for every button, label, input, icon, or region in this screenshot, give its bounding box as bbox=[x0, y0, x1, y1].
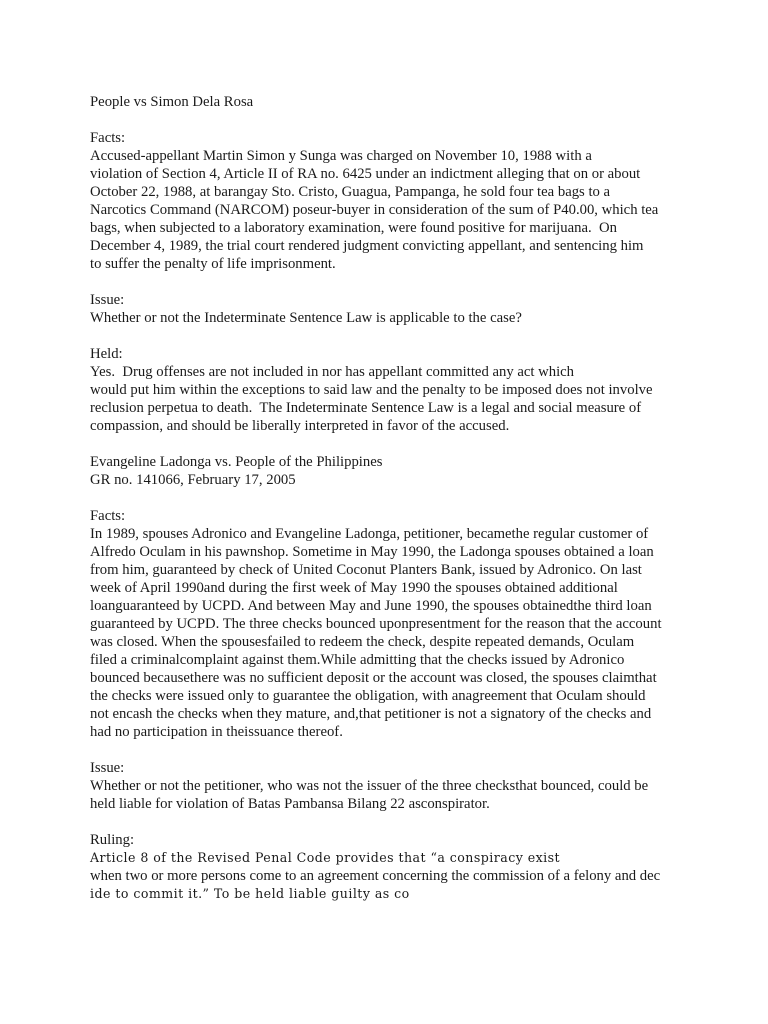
facts-line: from him, guaranteed by check of United Coconut Planters Bank, issued by Adronico. On last bbox=[90, 562, 642, 578]
facts-line: not encash the checks when they mature, and,that petitioner is not a signatory of the checks and bbox=[90, 706, 652, 722]
issue-line: held liable for violation of Batas Pambansa Bilang 22 asconspirator. bbox=[90, 796, 490, 812]
held-line: would put him within the exceptions to said law and the penalty to be imposed does not involve bbox=[90, 382, 653, 398]
facts-line: to suffer the penalty of life imprisonment. bbox=[90, 256, 336, 272]
facts-line: In 1989, spouses Adronico and Evangeline Ladonga, petitioner, becamethe regular customer of bbox=[90, 526, 649, 542]
held-line: reclusion perpetua to death. The Indeterminate Sentence Law is a legal and social measure of bbox=[90, 400, 642, 416]
facts-heading: Facts: bbox=[90, 508, 126, 524]
case-gr-number: GR no. 141066, February 17, 2005 bbox=[90, 472, 296, 488]
ruling-line: Article 8 of the Revised Penal Code provides that “a conspiracy exist bbox=[90, 850, 561, 865]
held-heading: Held: bbox=[90, 346, 123, 362]
issue-heading: Issue: bbox=[90, 760, 125, 776]
facts-line: filed a criminalcomplaint against them.While admitting that the checks issued by Adronico bbox=[90, 652, 625, 668]
held-line: compassion, and should be liberally interpreted in favor of the accused. bbox=[90, 418, 510, 434]
facts-heading: Facts: bbox=[90, 130, 126, 146]
issue-line: Whether or not the Indeterminate Sentence Law is applicable to the case? bbox=[90, 310, 522, 326]
facts-line: December 4, 1989, the trial court rendered judgment convicting appellant, and sentencing him bbox=[90, 238, 644, 254]
facts-line: was closed. When the spousesfailed to redeem the check, despite repeated demands, Oculam bbox=[90, 634, 635, 650]
case-title: Evangeline Ladonga vs. People of the Philippines bbox=[90, 454, 383, 470]
facts-line: Alfredo Oculam in his pawnshop. Sometime in May 1990, the Ladonga spouses obtained a loan bbox=[90, 544, 654, 560]
ruling-heading: Ruling: bbox=[90, 832, 135, 848]
facts-line: October 22, 1988, at barangay Sto. Cristo, Guagua, Pampanga, he sold four tea bags to a bbox=[90, 184, 611, 200]
facts-line: week of April 1990and during the first week of May 1990 the spouses obtained additional bbox=[90, 580, 618, 596]
ruling-line: when two or more persons come to an agreement concerning the commission of a felony and dec bbox=[90, 868, 661, 884]
facts-line: bags, when subjected to a laboratory examination, were found positive for marijuana. On bbox=[90, 220, 617, 236]
case-title: People vs Simon Dela Rosa bbox=[90, 94, 254, 110]
facts-line: Narcotics Command (NARCOM) poseur-buyer in consideration of the sum of P40.00, which tea bbox=[90, 202, 659, 218]
facts-line: loanguaranteed by UCPD. And between May and June 1990, the spouses obtainedthe third loan bbox=[90, 598, 652, 614]
facts-line: Accused-appellant Martin Simon y Sunga was charged on November 10, 1988 with a bbox=[90, 148, 592, 164]
issue-heading: Issue: bbox=[90, 292, 125, 308]
facts-line: guaranteed by UCPD. The three checks bounced uponpresentment for the reason that the account bbox=[90, 616, 662, 632]
ruling-line: ide to commit it.” To be held liable guilty as co bbox=[90, 886, 410, 901]
facts-line: violation of Section 4, Article II of RA no. 6425 under an indictment alleging that on or about bbox=[90, 166, 641, 182]
facts-line: the checks were issued only to guarantee the obligation, with anagreement that Oculam should bbox=[90, 688, 646, 704]
facts-line: bounced becausethere was no sufficient deposit or the account was closed, the spouses claimthat bbox=[90, 670, 657, 686]
facts-line: had no participation in theissuance thereof. bbox=[90, 724, 343, 740]
held-line: Yes. Drug offenses are not included in nor has appellant committed any act which bbox=[90, 364, 575, 380]
issue-line: Whether or not the petitioner, who was not the issuer of the three checksthat bounced, could be bbox=[90, 778, 649, 794]
